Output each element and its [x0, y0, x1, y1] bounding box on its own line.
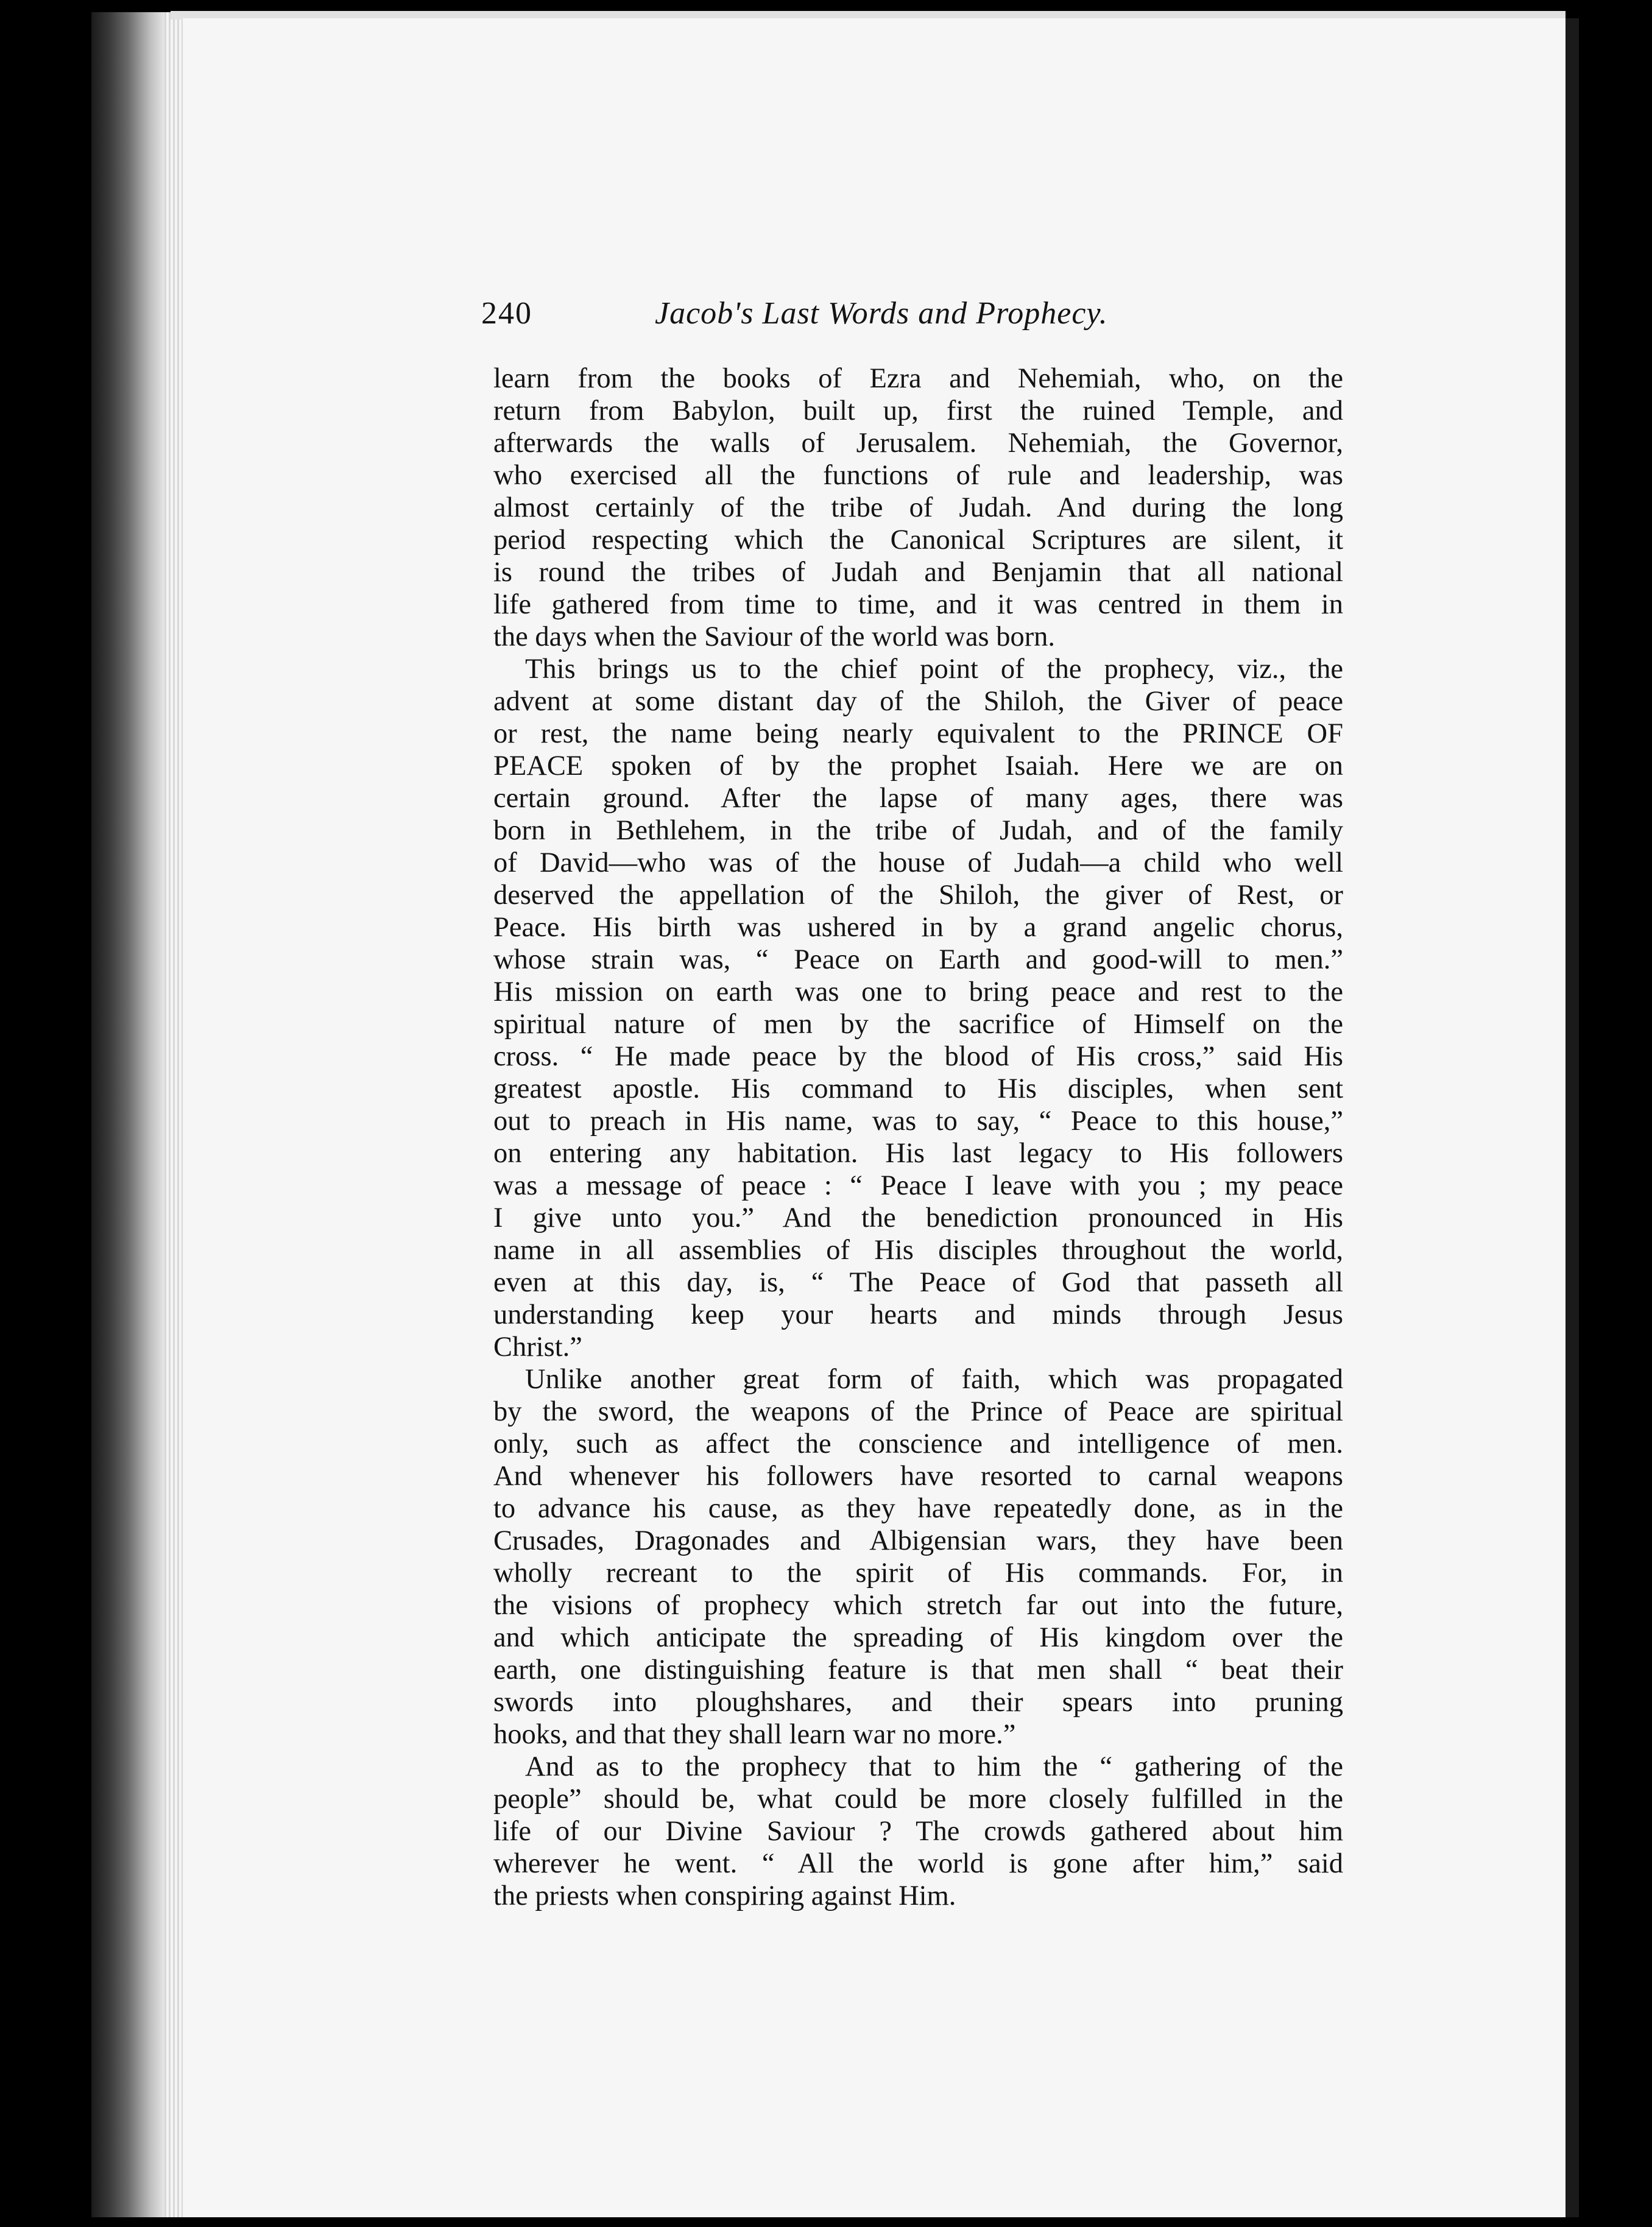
text-line: I give unto you.” And the benediction pronounced in His [493, 1202, 1343, 1233]
scan-background-right [1579, 18, 1652, 2217]
text-line: PEACE spoken of by the prophet Isaiah. Here we are on [493, 750, 1343, 782]
text-line: Unlike another great form of faith, which was propagated [525, 1364, 1343, 1395]
text-line: almost certainly of the tribe of Judah. And during the long [493, 492, 1343, 523]
text-line: return from Babylon, built up, first the ruined Temple, and [493, 395, 1343, 426]
text-line: cross. “ He made peace by the blood of His cross,” said His [493, 1041, 1343, 1072]
text-line: only, such as affect the conscience and intelligence of men. [493, 1428, 1343, 1459]
text-line: His mission on earth was one to bring peace and rest to the [493, 976, 1343, 1008]
text-line: Christ.” [493, 1332, 582, 1363]
text-line: by the sword, the weapons of the Prince of Peace are spiritual [493, 1396, 1343, 1427]
text-line: And as to the prophecy that to him the “ gathering of the [525, 1751, 1343, 1782]
text-line: advent at some distant day of the Shiloh, the Giver of peace [493, 686, 1343, 717]
text-line: is round the tribes of Judah and Benjamin that all national [493, 557, 1343, 588]
text-line: Crusades, Dragonades and Albigensian wars, they have been [493, 1525, 1343, 1556]
text-line: This brings us to the chief point of the prophecy, viz., the [525, 654, 1343, 685]
text-line: who exercised all the functions of rule and leadership, was [493, 460, 1343, 491]
text-line: to advance his cause, as they have repeatedly done, as in the [493, 1493, 1343, 1524]
text-line: name in all assemblies of His disciples throughout the world, [493, 1235, 1343, 1266]
text-line: the priests when conspiring against Him. [493, 1880, 956, 1911]
text-line: whose strain was, “ Peace on Earth and good-will to men.” [493, 944, 1343, 975]
text-line: wholly recreant to the spirit of His commands. For, in [493, 1558, 1343, 1589]
paragraph [493, 1751, 1343, 1912]
text-line: out to preach in His name, was to say, “ Peace to this house,” [493, 1106, 1343, 1137]
text-line: understanding keep your hearts and minds through Jesus [493, 1299, 1343, 1330]
text-line: wherever he went. “ All the world is gone after him,” said [493, 1848, 1343, 1879]
text-line: deserved the appellation of the Shiloh, the giver of Rest, or [493, 880, 1343, 911]
paragraph [493, 1363, 1343, 1751]
text-line: of David—who was of the house of Judah—a child who well [493, 847, 1343, 878]
text-line: certain ground. After the lapse of many ages, there was [493, 783, 1343, 814]
text-line: hooks, and that they shall learn war no more.” [493, 1719, 1016, 1750]
text-line: and which anticipate the spreading of His kingdom over the [493, 1622, 1343, 1653]
paragraph [493, 653, 1343, 1363]
text-line: the visions of prophecy which stretch far out into the future, [493, 1590, 1343, 1621]
text-line: or rest, the name being nearly equivalent to the PRINCE OF [493, 718, 1343, 749]
body-text [493, 362, 1343, 1912]
text-line: earth, one distinguishing feature is that men shall “ beat their [493, 1654, 1343, 1685]
text-line: learn from the books of Ezra and Nehemiah, who, on the [493, 363, 1343, 394]
text-line: swords into ploughshares, and their spears into pruning [493, 1687, 1343, 1718]
page-number: 240 [481, 296, 532, 331]
text-line: life gathered from time to time, and it was centred in them in [493, 589, 1343, 620]
text-line: life of our Divine Saviour ? The crowds gathered about him [493, 1816, 1343, 1847]
running-title: Jacob's Last Words and Prophecy. [655, 296, 1108, 331]
text-line: spiritual nature of men by the sacrifice of Himself on the [493, 1009, 1343, 1040]
text-line: born in Bethlehem, in the tribe of Judah, and of the family [493, 815, 1343, 846]
paragraph [493, 362, 1343, 653]
text-line: And whenever his followers have resorted to carnal weapons [493, 1461, 1343, 1492]
text-line: on entering any habitation. His last legacy to His followers [493, 1138, 1343, 1169]
book-binding-edge [91, 12, 164, 2217]
running-head [481, 295, 1352, 344]
text-line: period respecting which the Canonical Scriptures are silent, it [493, 524, 1343, 556]
text-line: the days when the Saviour of the world was born. [493, 621, 1056, 652]
page-right-edge [1566, 18, 1579, 2217]
text-line: afterwards the walls of Jerusalem. Nehemiah, the Governor, [493, 428, 1343, 459]
page-stack-edge [164, 12, 183, 2217]
text-line: even at this day, is, “ The Peace of God that passeth all [493, 1267, 1343, 1298]
text-line: greatest apostle. His command to His disciples, when sent [493, 1073, 1343, 1104]
text-line: was a message of peace : “ Peace I leave with you ; my peace [493, 1170, 1343, 1201]
text-line: people” should be, what could be more closely fulfilled in the [493, 1784, 1343, 1815]
text-line: Peace. His birth was ushered in by a grand angelic chorus, [493, 912, 1343, 943]
